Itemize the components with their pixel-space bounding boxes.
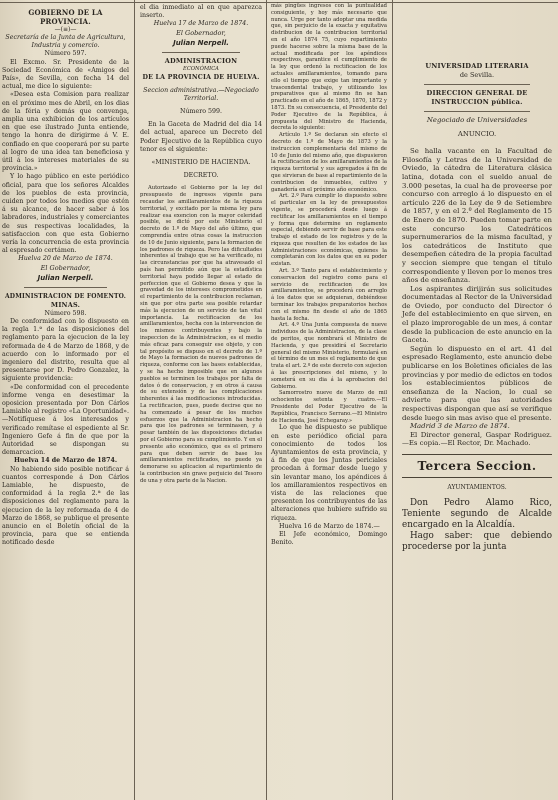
column-4 <box>394 0 558 800</box>
institution-location: de Sevilla. <box>459 71 495 79</box>
signature-title: El Gobernador, <box>40 263 91 272</box>
section-heading: DE LA PROVINCIA DE HUELVA. <box>142 73 260 81</box>
paragraph: De conformidad con lo dispuesto en la regla 1.ª de las disposiciones del reglamento para la ejecucion de la ley reformada de 4 de Marzo de 1868, y de acuerdo con lo informado por el ingeniero del distrito, resulta que al presentarse por D. Pedro Gonzalez, la siguiente providencia: <box>2 317 129 383</box>
column-rule <box>392 0 393 800</box>
section-subheading: ECONÓMICA <box>183 65 219 72</box>
signature-title: El Gobernador, <box>176 28 226 37</box>
paragraph: Samorrostro nueve de Marzo de mil ochocientos setenta y cuatro.—El Presidente del Poder Ejecutivo de la República, Francisco Serrano.—El Ministro de Hacienda, José Echegaray.» <box>271 390 387 424</box>
divider <box>162 52 240 53</box>
section-heading: ADMINISTRACION DE FOMENTO. <box>4 292 127 300</box>
paragraph: «De conformidad con el precedente informe venga en desestimar la oposicion presentada por Don Cárlos Lamiable al registro «La Oportunidad».—Notifíquese á los interesados y verificado remítase el espediente al Sr. Ingeniero Gefe á fin de que por la Autoridad se dispongan su demarcacion. <box>2 383 129 457</box>
paragraph: Y lo hago público en este periódico oficial, para que los señores Alcaldes de los pueblos de esta provincia, cuiden por todos los medios que estén á su alcance, de hacer saber á los labradores, industriales y comerciantes de sus respectivas localidades, la satisfaccion con que esta Gobierno vería la concurrencia de esta provincia al espresado certámen. <box>2 173 129 255</box>
subsection-heading: MINAS. <box>50 300 81 309</box>
date-line: Huelva 17 de Marzo de 1874. <box>153 20 249 28</box>
announcement-number: Número 598. <box>44 309 87 317</box>
paragraph: «Desea esta Comision para realizar en el próximo mes de Abril, en los dias de la féria y demás que convenga, amplia una exhibicion de los artículos en que ese ilustrado Junta entiende, tengo la honra de dirigirme á V. E. confiado en que cooperará por su parte al logro de una idea tan beneficiosa y útil á los intereses materiales de su provincia.» <box>2 91 129 173</box>
institution-heading: UNIVERSIDAD LITERARIA <box>425 62 529 70</box>
paragraph: Según lo dispuesto en el art. 41 del espresado Reglamento, este anuncio debe publicarse en los Boletines oficiales de las provincias y por medio de edictos en todos los establecimientos públicos de enseñanza de la Nacion, lo cual se advierte para que las autoridades respectivas dispongan que así se verifique desde luego sin mas aviso que el presente. <box>402 344 552 422</box>
signature-line: El Director general, Gaspar Rodriguez.—Es copia.—El Rector, Dr. Machado. <box>402 430 552 448</box>
notice-heading: ANUNCIO. <box>457 129 497 138</box>
paragraph: Los aspirantes dirijirán sus solicitudes documentadas al Rector de la Universidad de Oviedo, por conducto del Director ó Jefe del establecimiento en que sirven, en el plazo improrogable de un mes, á contar desde la publicacion de este anuncio en la Gaceta. <box>402 284 552 345</box>
section-heading: ADMINISTRACION <box>164 56 238 65</box>
section-title: Tercera Seccion. <box>417 458 537 473</box>
announcement-number: Número 597. <box>44 50 87 58</box>
signature-name: Julian Nerpell. <box>173 38 229 47</box>
divider <box>424 84 530 85</box>
paragraph: Lo que he dispuesto se publique en este periódico oficial para conocimiento de todos los Ayuntamientos de esta provincia, y á fin de que los Juntas periciales procedan á formar desde luego y sin levantar mano, los apéndices á los amillaramientos respectivos en vista de las relaciones que presenten los contribuyentes de las alteraciones que hubiere sufrido su riqueza. <box>271 424 387 522</box>
article: Artículo 1.º Se declaran sin efecto el decreto de 1.º de Mayo de 1873 y la instruccion complementaria del mismo de 10 de Junio del mismo año, que dispusieron la rectificacion de los amillaramientos de la riqueza territorial y sus agregados á fin de que sirvieran de base al repartimiento de la contribucion de inmuebles, cultivo y ganadería en el próximo año económico. <box>271 132 387 193</box>
paragraph: El Excmo. Sr. Presidente de la Sociedad Económica de «Amigos del País», de Sevilla, con fecha 14 del actual, me dice lo siguiente: <box>2 58 129 91</box>
divider <box>424 111 530 112</box>
column-rule <box>266 0 267 800</box>
signature-line: El Jefe económico, Domingo Benito. <box>271 531 387 547</box>
decree-heading: DECRETO. <box>183 172 219 180</box>
date-line: Madrid 3 de Marzo de 1874. <box>410 422 510 431</box>
paragraph: Hago saber: que debiendo procederse por la junta <box>402 530 552 552</box>
section-subtitle: Secretaría de la Junta de Agricultura, Industria y comercio. <box>5 34 126 50</box>
subsection-heading: AYUNTAMIENTOS. <box>447 483 507 491</box>
signature-name: Julian Nerpell. <box>37 273 94 282</box>
paragraph: Don Pedro Alamo Rico, Teniente segundo de Alcalde encargado en la Alcaldía. <box>402 497 552 530</box>
article: Art. 2.º Para cumplir lo dispuesto sobre el particular en la ley de presupuestos vigente, se procederá desde luego á rectificar los amillaramientos en el tiempo y forma que determine un reglamento especial, debiendo servir de base para este trabajo el estado de los registros y de la riqueza que resulten de los estados de las Administraciones económicas, quienes la completarán con los datos que en su poder existan. <box>271 193 387 268</box>
column-2 <box>137 0 265 800</box>
paragraph: No habiendo sido posible notificar á cuantos corresponde á Don Cárlos Lamiable, he dispuesto, de conformidad á la regla 2.ª de las disposiciones del reglamento para la ejecucion de la ley reformada de 4 de Marzo de 1868, se publique el presente anuncio en el Boletín oficial de la provincia, para que se entienda notificado desde <box>2 465 129 547</box>
article: Art. 4.º Una Junta compuesta de nueve individuos de la Administracion, de la clase de peritos, que nombrará el Ministro de Hacienda, y que presidirá el Secretario general del mismo Ministerio, formulará en el término de un mes el reglamento de que trata el art. 2.º de este decreto con sujecion á las prescripciones del mismo, y lo someterá en su dia á la aprobacion del Gobierno. <box>271 322 387 390</box>
ornament: —(≡)— <box>54 26 77 33</box>
announcement-number: Número 599. <box>179 108 223 116</box>
date-line: Huelva 14 de Marzo de 1874. <box>13 457 118 465</box>
paragraph: Se halla vacante en la Facultad de Filosofía y Letras de la Universidad de Oviedo, la cátedra de Literatura clásica latina, dotada con el sueldo anual de 3.000 pesetas, la cual ha de proveerse por concurso con arreglo á lo dispuesto en el artículo 226 de la Ley de 9 de Setiembre de 1857, y en el 2.º del Reglamento de 15 de Enero de 1870. Pueden tomar parte en este concurso los Catedráticos supernumerarios de la misma facultad, y los catedráticos de Instituto que desempeñen cátedra de la propia facultad y seccion siempre que tengan el título correspondiente y lleven por lo menos tres años de enseñanza. <box>402 147 552 285</box>
paragraph: el dia inmediato al en que aparezca inserto. <box>140 4 262 20</box>
paragraph: más pingües ingresos con la puntualidad consiguiente, y hoy más necesario que nunca. Urge por tanto adoptar una medida que, sin perjuicio de la exacta y equitativa distribucion de la contribucion territorial en el año 1874 75, cuyo repartimiento puede hacerse sobre la misma base de la actual modificada por los apéndices respectivos, garantice el cumplimiento de la ley que ordenó la rectificacion de los actuales amillaramientos, tomando para ello el tiempo que exige tan importante y trascendental trabajo, y utilizando los preparativos que al mismo fin se han practicado en el año de 1865, 1870, 1872 y 1873. En su consecuencia, el Presidente del Poder Ejecutivo de la República, á propuesta del Ministro de Hacienda, decreta lo siguiente: <box>271 3 387 132</box>
divider <box>24 287 107 288</box>
date-line: Huelva 20 de Marzo de 1874. <box>18 255 113 263</box>
paragraph: Autorizado el Gobierno por la ley del presupuesto de ingresos vigente para recaudar los amillaramientos de la riqueza territorial, y excitado por la misma ley para realizar esa exencion con la mayor celeridad posible, se dictó por este Ministerio el decreto de 1.º de Mayo del año último, que comprendía entre otras cosas la instruccion de 10 de Junio siguiente, para la formacion de los padrones de riqueza. Pero las dificultades inherentes al trabajo que se ha verificado, ni las circunstancias por que ha atravesado el país han permitido aún que la estadística territorial haya podido llegar al estado de perfeccion que el Gobierno desea y que la gravedad de los intereses comprometidos en el repartimiento de la contribucion reclaman, sin que por otra parte sea posible retardar más la ejecucion de un servicio de tan vital importancia. La rectificacion de los amillaramientos, hecha con la intervencion de los mismos contribuyentes y bajo la inspeccion de la Administracion, es el medio más eficaz para conseguir ese objeto, y con tal propósito se dispuso en el decreto de 1.º de Mayo la formacion de nuevos padrones de riqueza, conforme con las bases establecidas, y se ha hecho imposible que en algunos pueblos se terminen los trabajos por falta de datos ó de conservacion, y en otros á causa de su extensión y de las complicaciones inherentes á las modificaciones introducidas. La rectificacion, pues, puede decirse que no ha comenzado á pesar de los muchos esfuerzos que la Administracion ha hecho para que los padrones se terminasen, y á pesar también de las disposiciones dictadas por el Gobierno para su cumplimiento. Y en el presente año económico, que es el primero para que deben servir de base los amillaramientos rectificados, no puede ya demorarse su aplicacion al repartimiento de la contribucion sin grave perjuicio del Tesoro de una y otra parte de la Nacion. <box>140 185 262 484</box>
section-subtitle: Negociado de Universidades <box>426 116 528 124</box>
column-3 <box>268 0 390 800</box>
article: Art. 3.º Tanto para el establecimiento y conservacion del registro como para el servicio de rectificacion de los amillaramientos, se procederá con arreglo á los datos que se adquieran, debiéndose terminar los trabajos preparatorios hechos con el mismo fin desde el año de 1865 hasta la fecha. <box>271 268 387 322</box>
ministry-heading: «MINISTERIO DE HACIENDA. <box>151 159 251 167</box>
date-line: Huelva 16 de Marzo de 1874.— <box>279 522 380 530</box>
section-subtitle: Seccion administrativa.—Negociado Territorial. <box>143 86 259 102</box>
paragraph: En la Gaceta de Madrid del dia 14 del actual, aparece un Decreto del Poder Ejecutivo de la República cuyo tenor es el siguiente: <box>140 121 262 153</box>
section-heading: DIRECCION GENERAL DE INSTRUCCION pública. <box>426 89 528 106</box>
section-banner <box>402 454 552 478</box>
section-heading: GOBIERNO DE LA PROVINCIA. <box>28 8 103 26</box>
column-1 <box>0 0 132 800</box>
column-rule <box>134 0 135 800</box>
